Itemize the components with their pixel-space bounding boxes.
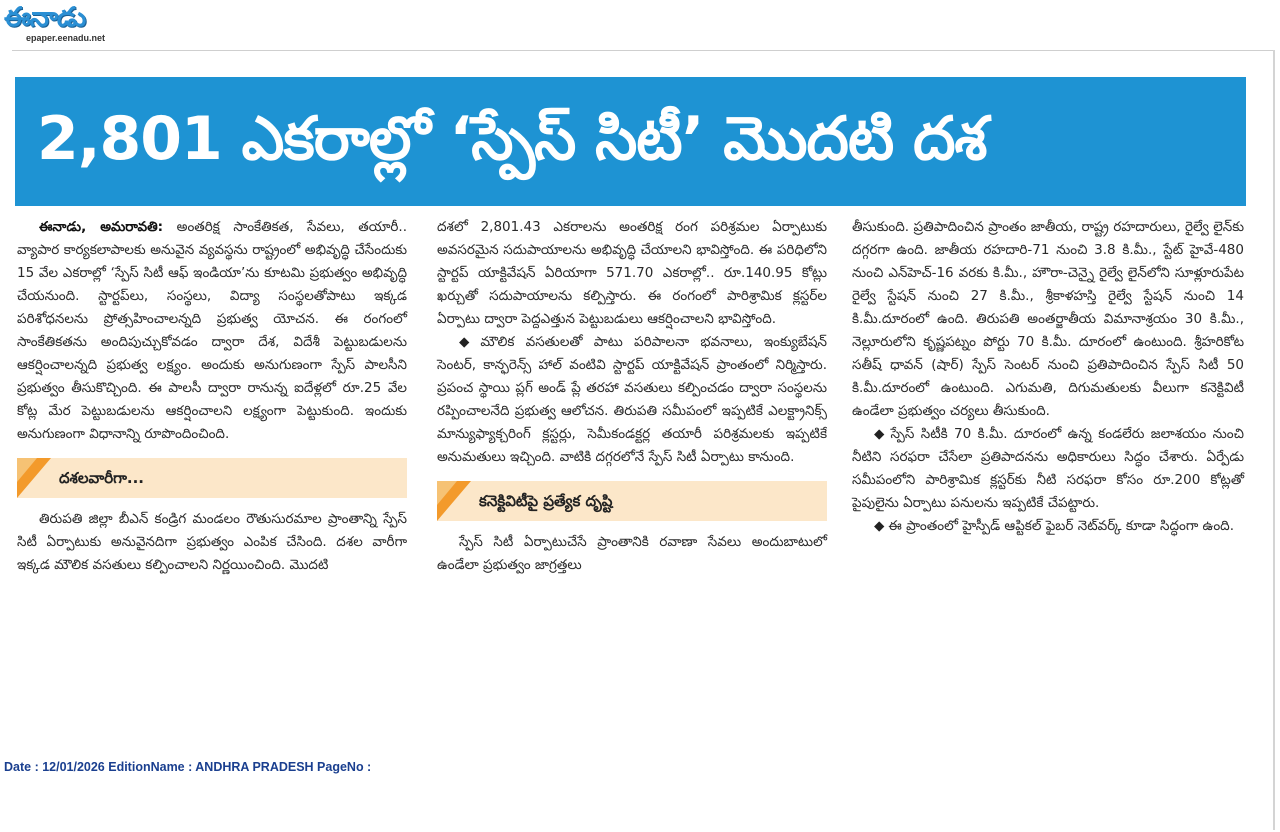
paragraph-water [852, 423, 1244, 515]
bullet-diamond-icon: ◆ [874, 518, 885, 534]
page-right-border [1273, 50, 1275, 830]
eenadu-logo[interactable] [4, 2, 134, 46]
epaper-url: epaper.eenadu.net [26, 33, 106, 43]
paragraph-fiber-text: ఈ ప్రాంతంలో హైస్పీడ్ ఆప్టికల్ ఫైబర్ నెట్‌వర్క్ కూడా సిద్ధంగా ఉంది. [888, 518, 1235, 534]
subhead-phases-text: దశలవారీగా... [59, 469, 145, 487]
lead-text: అంతరిక్ష సాంకేతికత, సేవలు, తయారీ.. వ్యాపార కార్యకలాపాలకు అనువైన వ్యవస్థను రాష్ట్రంలో అభివృద్ధి చేసేందుకు 15 వేల ఎకరాల్లో ‘స్పేస్ సిటీ ఆఫ్ ఇండియా’ను కూటమి ప్రభుత్వం అభివృద్ధి చేయనుంది. స్టార్టప్‌లు, సంస్థలు, విద్యా సంస్థలతోపాటు ఇక్కడ పరిశోధనలను ప్రోత్సహించాలన్నది ప్రభుత్వ యోచన. ఈ రంగంలో సాంకేతికతను అందిపుచ్చుకోవడం ద్వారా దేశ, విదేశీ పెట్టుబడులను ఆకర్షించాలన్నది ప్రభుత్వ లక్ష్యం. అందుకు అనుగుణంగా స్పేస్ పాలసీని ప్రభుత్వం తీసుకొచ్చింది. ఈ పాలసీ ద్వారా రానున్న ఐదేళ్లలో రూ.25 వేల కోట్ల మేర పెట్టుబడులను ఆకర్షించాలని లక్ష్యంగా పెట్టుకుంది. ఇందుకు అనుగుణంగా విధానాన్ని రూపొందించింది. [17, 219, 407, 442]
headline-banner [15, 77, 1246, 206]
paragraph-transport: స్పేస్ సిటీ ఏర్పాటుచేసే ప్రాంతానికి రవాణా సేవలు అందుబాటులో ఉండేలా ప్రభుత్వం జాగ్రత్తలు [437, 534, 827, 573]
subhead-phases [17, 458, 407, 498]
subhead-accent-highlight [437, 481, 457, 505]
headline: 2,801 ఎకరాల్లో ‘స్పేస్ సిటీ’ మొదటి దశ [37, 104, 987, 174]
top-divider [12, 50, 1274, 51]
paragraph-fiber [852, 515, 1244, 538]
bullet-diamond-icon: ◆ [459, 334, 477, 350]
paragraph-water-text: స్పేస్ సిటీకి 70 కి.మీ. దూరంలో ఉన్న కండలేరు జలాశయం నుంచి నీటిని సరఫరా చేసేలా ప్రతిపాదనను అధికారులు సిద్ధం చేశారు. ఏర్పేడు సమీపంలోని పారిశ్రామిక క్లస్టర్‌కు నీటి సరఫరా కోసం రూ.200 కోట్లతో పైపులైను ఏర్పాటు పనులను ఇప్పటికే చేపట్టారు. [852, 426, 1244, 511]
article-column-2 [437, 216, 827, 577]
article-column-3 [852, 216, 1244, 538]
subhead-accent-highlight [17, 458, 37, 482]
edition-footer: Date : 12/01/2026 EditionName : ANDHRA PRADESH PageNo : [4, 760, 372, 774]
article-column-1 [17, 216, 407, 577]
paragraph-distances: తీసుకుంది. ప్రతిపాదించిన ప్రాంతం జాతీయ, రాష్ట్ర రహదారులు, రైల్వే లైన్‌కు దగ్గరగా ఉంది. జాతీయ రహదారి-71 నుంచి 3.8 కి.మీ., స్టేట్ హైవే-480 నుంచి ఎన్‌హెచ్-16 వరకు కి.మీ., హౌరా-చెన్నై రైల్వే లైన్‌లోని సూళ్లూరుపేట రైల్వే స్టేషన్ నుంచి 27 కి.మీ., శ్రీకాళహస్తి రైల్వే స్టేషన్ నుంచి 14 కి.మీ.దూరంలో ఉంది. తిరుపతి అంతర్జాతీయ విమానాశ్రయం 30 కి.మీ., నెల్లూరులోని కృష్ణపట్నం పోర్టు 70 కి.మీ. దూరంలో ఉంటుంది. శ్రీహరికోట సతీష్ ధావన్ (షార్) స్పేస్ సెంటర్ నుంచి ప్రతిపాదించిన స్పేస్ సిటీ 50 కి.మీ.దూరంలో ఉంటుంది. ఎగుమతి, దిగుమతులకు వీలుగా కనెక్టివిటీ ఉండేలా ప్రభుత్వం చర్యలు తీసుకుంది. [852, 219, 1244, 419]
paragraph-infrastructure-text: మౌలిక వసతులతో పాటు పరిపాలనా భవనాలు, ఇంక్యుబేషన్ సెంటర్, కాన్ఫరెన్స్ హాల్ వంటివి స్టార్టప్ యాక్టివేషన్ ప్రాంతంలో నిర్మిస్తారు. ప్రపంచ స్థాయి ప్లగ్ అండ్ ప్లే తరహా వసతులు కల్పించడం ద్వారా సంస్థలను రప్పించాలనేది ప్రభుత్వ ఆలోచన. తిరుపతి సమీపంలో ఇప్పటికే ఎలక్ట్రానిక్స్ మాన్యుఫ్యాక్చరింగ్ క్లస్టర్లు, సెమీకండక్టర్ల తయారీ పరిశ్రమలకు ఇప్పటికే అనుమతులు ఇచ్చింది. వాటికి దగ్గరలోనే స్పేస్ సిటీ ఏర్పాటు కానుంది. [437, 334, 827, 465]
subhead-connectivity [437, 481, 827, 521]
eenadu-logo-mark: ఈనాడు [4, 2, 86, 33]
dateline: ఈనాడు, అమరావతి: [39, 219, 164, 235]
bullet-diamond-icon: ◆ [874, 426, 887, 442]
paragraph-infrastructure [437, 331, 827, 469]
paragraph-phases: తిరుపతి జిల్లా బీఎన్ కండ్రిగ మండలం రౌతుసురమాల ప్రాంతాన్ని స్పేస్ సిటీ ఏర్పాటుకు అనువైనదిగా ప్రభుత్వం ఎంపిక చేసింది. దశల వారీగా ఇక్కడ మౌలిక వసతులు కల్పించాలని నిర్ణయించింది. మొదటి [17, 511, 407, 573]
subhead-connectivity-text: కనెక్టివిటీపై ప్రత్యేక దృష్టి [479, 492, 613, 510]
lead-paragraph [17, 216, 407, 446]
paragraph-first-phase: దశలో 2,801.43 ఎకరాలను అంతరిక్ష రంగ పరిశ్రమల ఏర్పాటుకు అవసరమైన సదుపాయాలను అభివృద్ధి చేయాలని భావిస్తోంది. ఈ పరిధిలోని స్టార్టప్ యాక్టివేషన్ ఏరియాగా 571.70 ఎకరాల్లో.. రూ.140.95 కోట్లు ఖర్చుతో సదుపాయాలను కల్పిస్తారు. ఈ రంగంలో పారిశ్రామిక క్లస్టర్‌ల ఏర్పాటు ద్వారా పెద్దఎత్తున పెట్టుబడులు ఆకర్షించాలని భావిస్తోంది. [437, 219, 827, 327]
